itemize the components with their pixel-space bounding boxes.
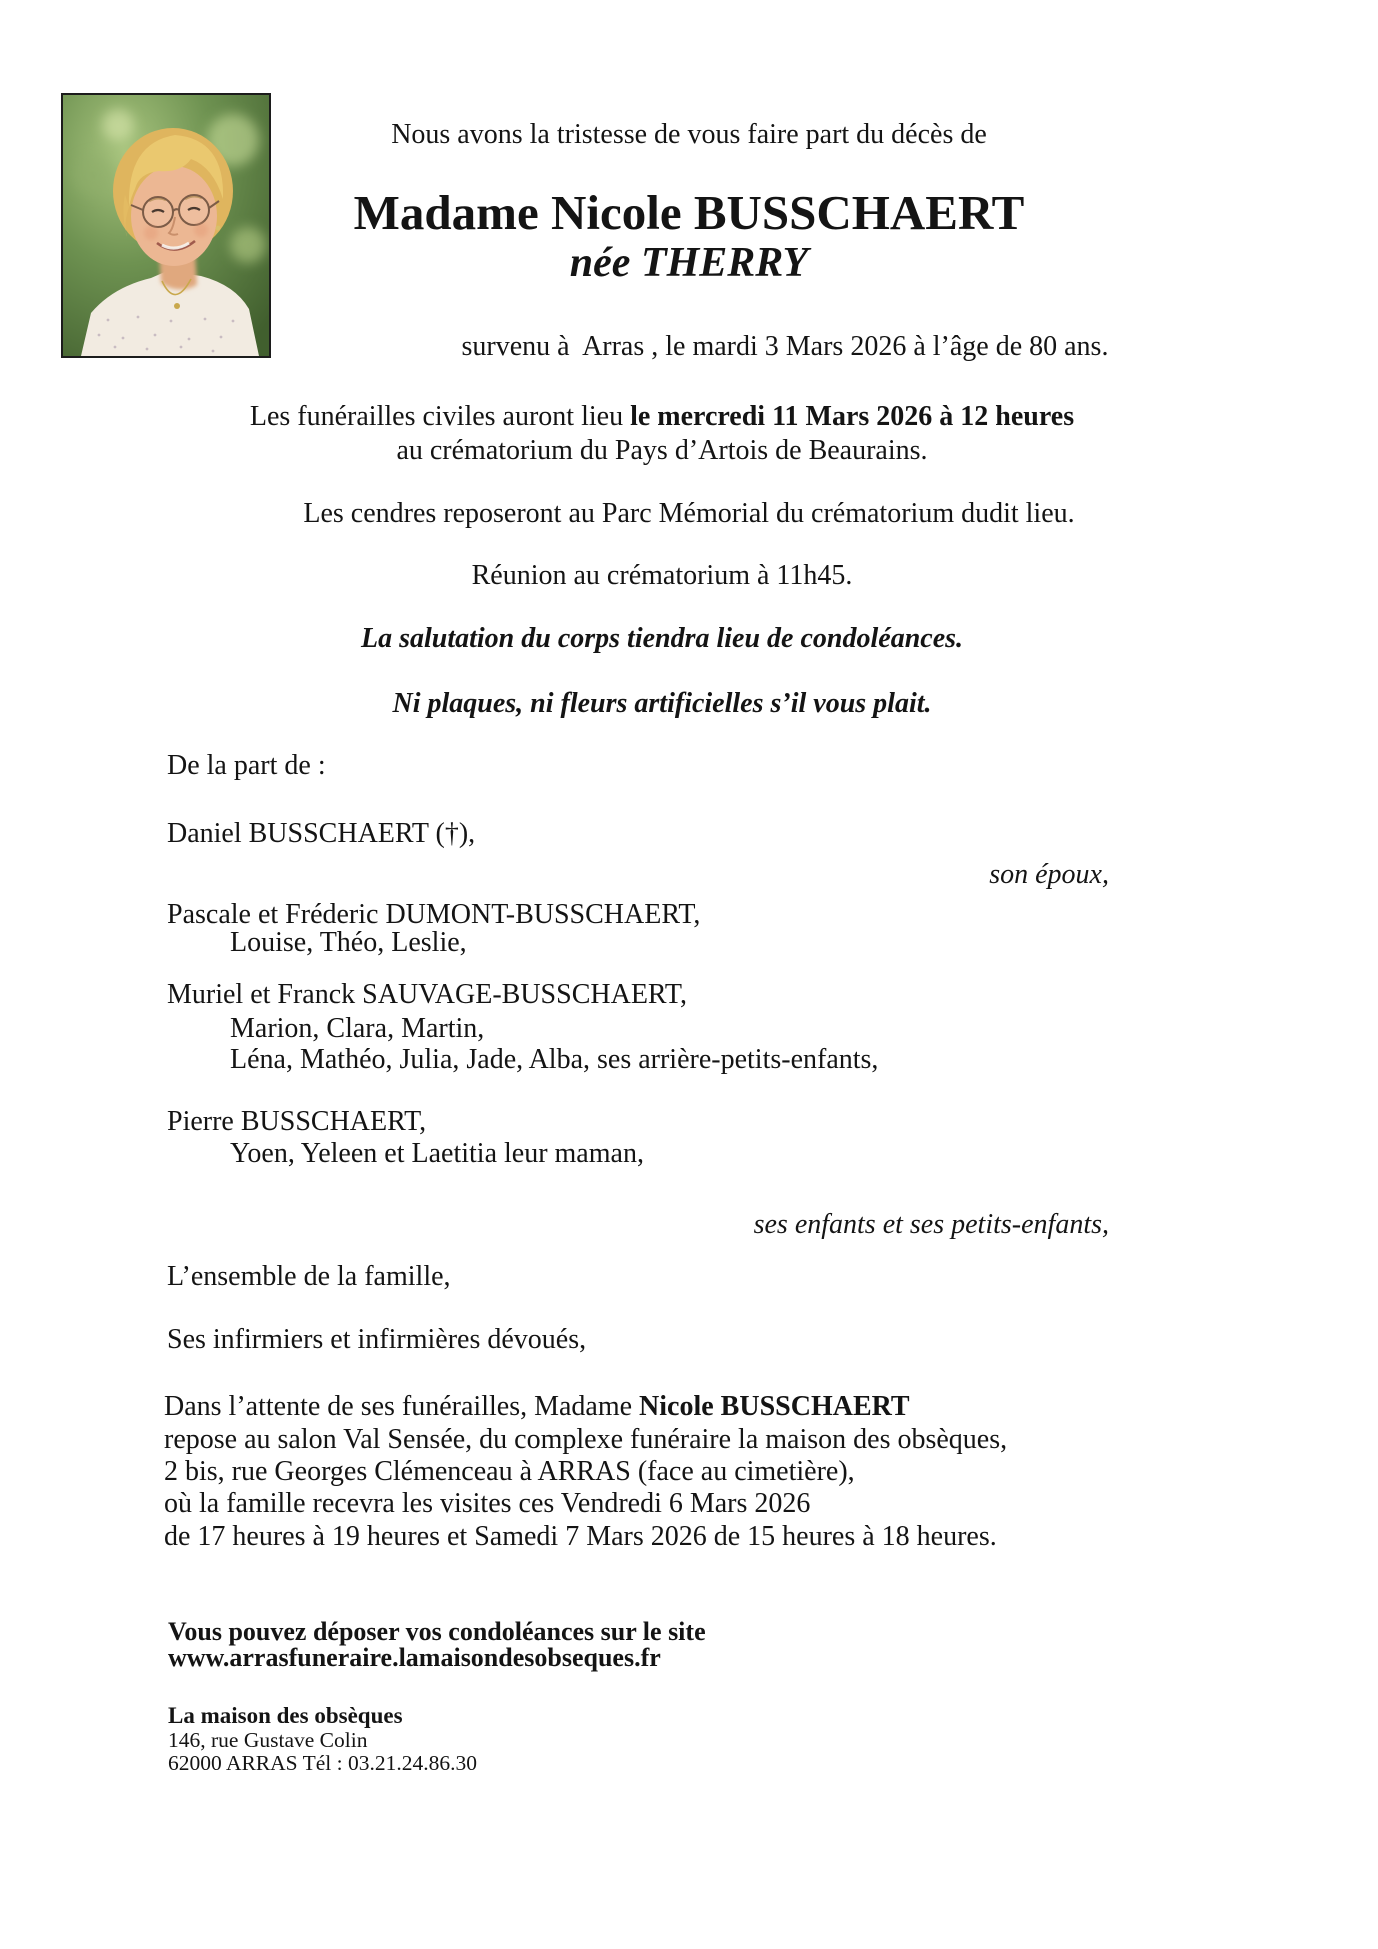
funeral-date-bold: le mercredi 11 Mars 2026 à 12 heures <box>630 401 1075 432</box>
visitation-line1 <box>164 1391 910 1423</box>
ashes-line: Les cendres reposeront au Parc Mémorial du crématorium dudit lieu. <box>303 498 1075 529</box>
flowers-notice-line: Ni plaques, ni fleurs artificielles s’il vous plait. <box>392 688 932 719</box>
condolences-site-intro: Vous pouvez déposer vos condoléances sur le site <box>168 1617 706 1646</box>
condolence-notice-line: La salutation du corps tiendra lieu de condoléances. <box>360 623 964 654</box>
funeral-date-line <box>0 401 1324 433</box>
family-child2-children: Marion, Clara, Martin, <box>230 1013 485 1044</box>
visitation-line5: de 17 heures à 19 heures et Samedi 7 Mars 2026 de 15 heures à 18 heures. <box>164 1521 997 1552</box>
family-nurses: Ses infirmiers et infirmières dévoués, <box>167 1324 587 1355</box>
family-child3: Pierre BUSSCHAERT, <box>167 1106 427 1137</box>
family-husband-role: son époux, <box>989 859 1109 890</box>
visitation-line1-name: Nicole BUSSCHAERT <box>639 1391 910 1422</box>
visitation-line1-prefix: Dans l’attente de ses funérailles, Madame <box>164 1391 640 1422</box>
family-child3-children: Yoen, Yeleen et Laetitia leur maman, <box>230 1138 644 1169</box>
deceased-name: Madame Nicole BUSSCHAERT <box>353 185 1025 240</box>
family-husband: Daniel BUSSCHAERT (†), <box>167 818 476 849</box>
funeral-home-city-phone: 62000 ARRAS Tél : 03.21.24.86.30 <box>168 1751 477 1775</box>
death-details-line: survenu à Arras , le mardi 3 Mars 2026 à l’âge de 80 ans. <box>461 331 1109 362</box>
visitation-line2: repose au salon Val Sensée, du complexe funéraire la maison des obsèques, <box>164 1424 1008 1455</box>
funeral-date-prefix: Les funérailles civiles auront lieu <box>249 401 631 432</box>
family-child2: Muriel et Franck SAUVAGE-BUSSCHAERT, <box>167 979 687 1010</box>
funeral-location-line: au crématorium du Pays d’Artois de Beaurains. <box>396 435 928 466</box>
family-children-role: ses enfants et ses petits-enfants, <box>753 1209 1109 1240</box>
funeral-home-name: La maison des obsèques <box>168 1703 403 1728</box>
funeral-home-address: 146, rue Gustave Colin <box>168 1728 368 1752</box>
family-great-grandchildren: Léna, Mathéo, Julia, Jade, Alba, ses arrière-petits-enfants, <box>230 1044 879 1075</box>
visitation-line3: 2 bis, rue Georges Clémenceau à ARRAS (face au cimetière), <box>164 1456 855 1487</box>
intro-line: Nous avons la tristesse de vous faire part du décès de <box>391 119 987 150</box>
family-child1-children: Louise, Théo, Leslie, <box>230 927 467 958</box>
visitation-line4: où la famille recevra les visites ces Vendredi 6 Mars 2026 <box>164 1488 811 1519</box>
family-child1: Pascale et Fréderic DUMONT-BUSSCHAERT, <box>167 899 701 930</box>
condolences-website-url: www.arrasfuneraire.lamaisondesobseques.fr <box>168 1643 661 1672</box>
family-heading: De la part de : <box>167 750 326 781</box>
meeting-line: Réunion au crématorium à 11h45. <box>471 560 853 591</box>
maiden-name: née THERRY <box>569 240 809 286</box>
family-whole: L’ensemble de la famille, <box>167 1261 451 1292</box>
